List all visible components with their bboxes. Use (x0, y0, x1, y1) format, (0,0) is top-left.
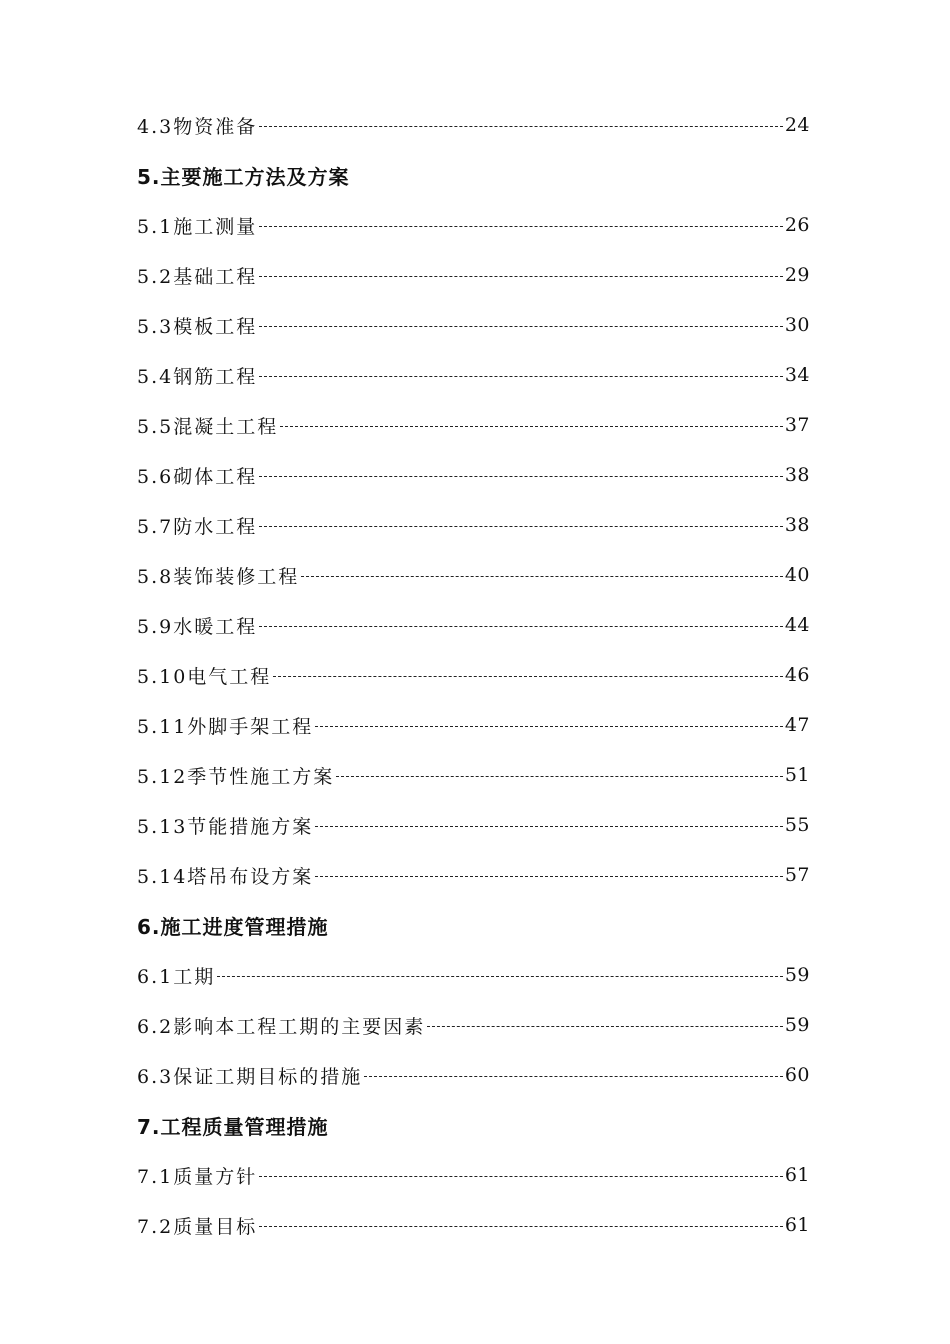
toc-entry-title: 4.3物资准备 (137, 115, 258, 138)
toc-entry[interactable] (137, 1200, 810, 1250)
toc-entry-title: 5.7防水工程 (137, 515, 258, 538)
toc-page-number: 29 (784, 264, 810, 286)
toc-entry[interactable] (137, 950, 810, 1000)
toc-page-number: 40 (784, 564, 810, 586)
toc-page-number: 38 (784, 514, 810, 536)
dotted-leader (259, 126, 783, 127)
toc-entry[interactable] (137, 800, 810, 850)
dotted-leader (259, 476, 783, 477)
toc-page-number: 34 (784, 364, 810, 386)
dotted-leader (336, 776, 783, 777)
toc-page-number: 57 (784, 864, 810, 886)
toc-entry[interactable] (137, 550, 810, 600)
toc-page-number: 44 (784, 614, 810, 636)
toc-entry[interactable] (137, 1050, 810, 1100)
toc-page-number: 38 (784, 464, 810, 486)
toc-heading-title: 6.施工进度管理措施 (137, 914, 329, 939)
toc-entry[interactable] (137, 250, 810, 300)
toc-heading-title: 5.主要施工方法及方案 (137, 164, 350, 189)
toc-entry[interactable] (137, 600, 810, 650)
toc-entry[interactable] (137, 850, 810, 900)
dotted-leader (364, 1076, 783, 1077)
toc-entry-title: 5.4钢筋工程 (137, 365, 258, 388)
dotted-leader (217, 976, 783, 977)
toc-entry-title: 6.3保证工期目标的措施 (137, 1065, 363, 1088)
dotted-leader (315, 826, 783, 827)
toc-page-number: 59 (784, 1014, 810, 1036)
dotted-leader (427, 1026, 783, 1027)
toc-page-number: 60 (784, 1064, 810, 1086)
toc-entry[interactable] (137, 100, 810, 150)
toc-entry-title: 5.6砌体工程 (137, 465, 258, 488)
toc-entry-title: 5.14塔吊布设方案 (137, 865, 314, 888)
toc-entry[interactable] (137, 400, 810, 450)
toc-entry-title: 5.11外脚手架工程 (137, 715, 314, 738)
toc-page-number: 61 (784, 1164, 810, 1186)
toc-entry[interactable] (137, 200, 810, 250)
toc-entry[interactable] (137, 450, 810, 500)
toc-section-heading[interactable] (137, 1100, 810, 1150)
dotted-leader (315, 876, 783, 877)
toc-entry-title: 7.2质量目标 (137, 1215, 258, 1238)
toc-page-number: 37 (784, 414, 810, 436)
toc-entry-title: 5.1施工测量 (137, 215, 258, 238)
dotted-leader (259, 376, 783, 377)
toc-page-number: 26 (784, 214, 810, 236)
toc-entry-title: 6.1工期 (137, 965, 216, 988)
toc-entry[interactable] (137, 650, 810, 700)
toc-page-number: 55 (784, 814, 810, 836)
dotted-leader (259, 1176, 783, 1177)
toc-entry[interactable] (137, 300, 810, 350)
toc-entry-title: 5.2基础工程 (137, 265, 258, 288)
toc-page-number: 59 (784, 964, 810, 986)
toc-page-number: 24 (784, 114, 810, 136)
dotted-leader (259, 226, 783, 227)
toc-page-number: 46 (784, 664, 810, 686)
toc-heading-title: 7.工程质量管理措施 (137, 1114, 329, 1139)
toc-page-number: 30 (784, 314, 810, 336)
toc-entry[interactable] (137, 750, 810, 800)
toc-entry-title: 5.8装饰装修工程 (137, 565, 300, 588)
toc-entry[interactable] (137, 1000, 810, 1050)
toc-entry-title: 5.10电气工程 (137, 665, 272, 688)
toc-entry-title: 5.9水暖工程 (137, 615, 258, 638)
toc-section-heading[interactable] (137, 150, 810, 200)
dotted-leader (301, 576, 783, 577)
toc-page-number: 47 (784, 714, 810, 736)
dotted-leader (259, 526, 783, 527)
dotted-leader (280, 426, 783, 427)
dotted-leader (273, 676, 783, 677)
table-of-contents (137, 100, 810, 1250)
toc-entry[interactable] (137, 700, 810, 750)
toc-entry-title: 5.12季节性施工方案 (137, 765, 335, 788)
toc-entry-title: 5.13节能措施方案 (137, 815, 314, 838)
toc-entry-title: 5.5混凝土工程 (137, 415, 279, 438)
toc-entry-title: 7.1质量方针 (137, 1165, 258, 1188)
toc-entry-title: 5.3模板工程 (137, 315, 258, 338)
toc-section-heading[interactable] (137, 900, 810, 950)
toc-page-number: 61 (784, 1214, 810, 1236)
toc-page-number: 51 (784, 764, 810, 786)
toc-entry[interactable] (137, 1150, 810, 1200)
toc-entry[interactable] (137, 500, 810, 550)
dotted-leader (259, 276, 783, 277)
toc-entry[interactable] (137, 350, 810, 400)
dotted-leader (259, 326, 783, 327)
dotted-leader (259, 626, 783, 627)
dotted-leader (315, 726, 783, 727)
toc-entry-title: 6.2影响本工程工期的主要因素 (137, 1015, 426, 1038)
dotted-leader (259, 1226, 783, 1227)
